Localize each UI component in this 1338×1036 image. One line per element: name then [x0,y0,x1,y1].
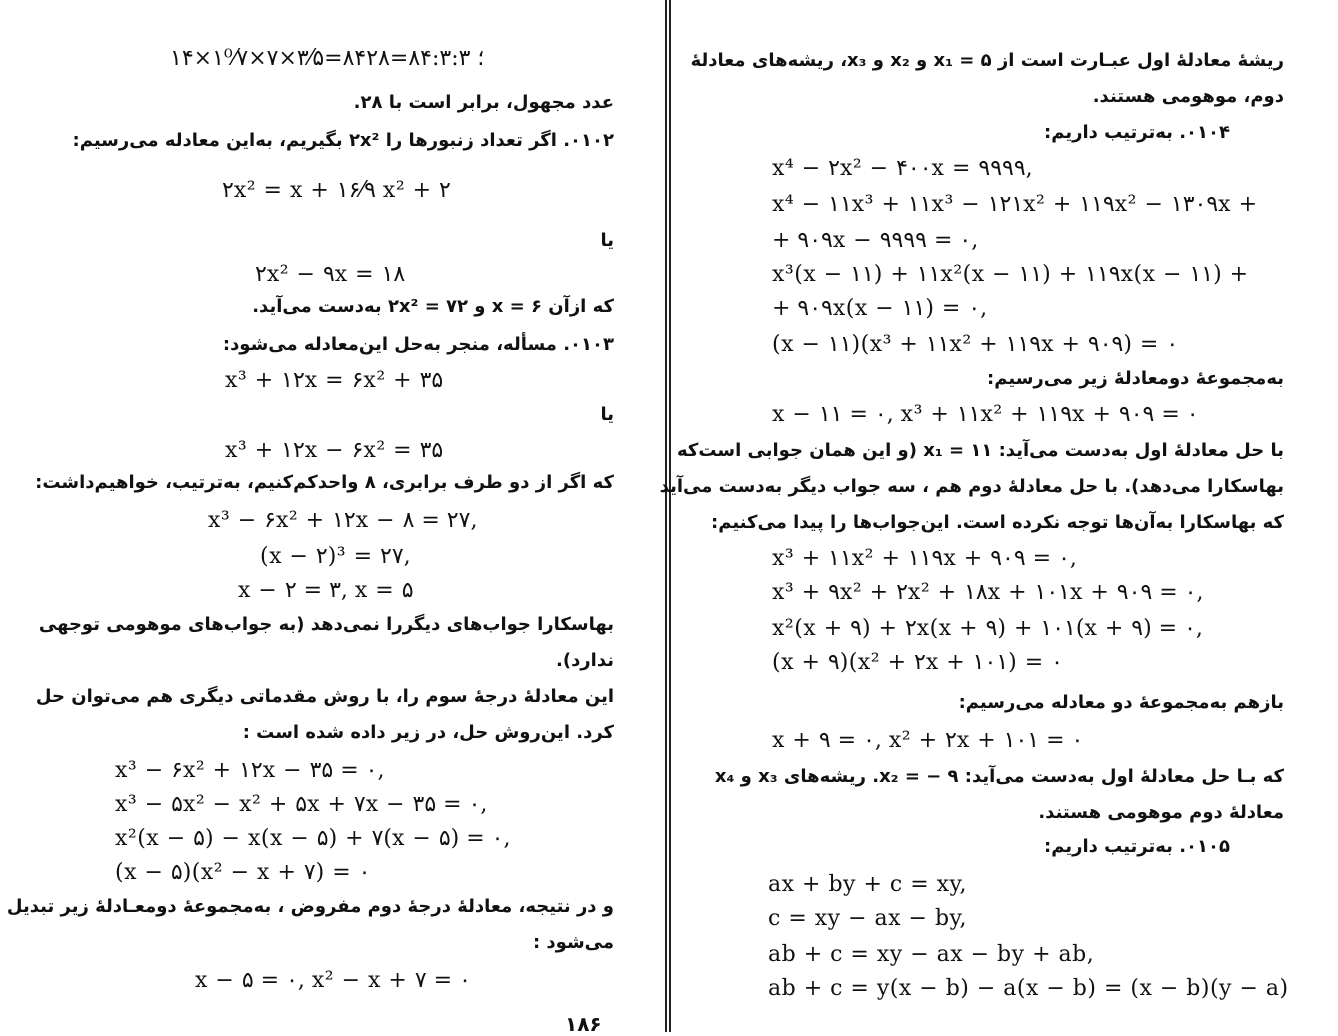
text-line: به‌مجموعهٔ دومعادلهٔ زیر می‌رسیم: [987,368,1284,389]
text-line: با حل معادلهٔ اول به‌دست می‌آید: ۱۱ = x₁ (و این همان جوابی است‌که [676,440,1284,461]
equation-line: (x + ۹)(x² + ۲x + ۱۰۱) = ۰ [772,650,1063,675]
equation-line: (x − ۵)(x² − x + ۷) = ۰ [115,860,371,885]
equation-line: x³ + ۱۱x² + ۱۱۹x + ۹۰۹ = ۰, [772,546,1077,571]
text-line: می‌شود : [532,932,614,953]
equation-line: x − ۱۱ = ۰, x³ + ۱۱x² + ۱۱۹x + ۹۰۹ = ۰ [772,402,1199,427]
equation-line: ۲x² = x + ۱۶⁄۹ x² + ۲ [222,178,451,203]
text-line: یا [600,404,614,425]
equation-line: c = xy − ax − by, [768,906,968,931]
equation-line: x − ۵ = ۰, x² − x + ۷ = ۰ [195,968,471,993]
text-line: که بهاسکارا به‌آن‌ها توجه نکرده است. این‌جواب‌ها را پیدا می‌کنیم: [711,512,1284,533]
equation-line: x + ۹ = ۰, x² + ۲x + ۱۰۱ = ۰ [772,728,1084,753]
equation-line: x⁴ − ۲x² − ۴۰۰x = ۹۹۹۹, [772,156,1033,181]
equation-line: x²(x − ۵) − x(x − ۵) + ۷(x − ۵) = ۰, [115,826,511,851]
text-line: بهاسکارا می‌دهد). با حل معادلهٔ دوم هم ، سه جواب دیگر به‌دست می‌آید [659,476,1284,497]
text-line: ریشهٔ معادلهٔ اول عبـارت است از ۵ = x₁ و x₂ و x₃، ریشه‌های معادلهٔ [690,50,1284,71]
equation-line: x³ − ۶x² + ۱۲x − ۳۵ = ۰, [115,758,385,783]
problem-102-heading: ۰۱۰۲. اگر تعداد زنبورها را ۲x² بگیریم، به‌این معادله می‌رسیم: [72,130,614,151]
equation-line: ab + c = xy − ax − by + ab, [768,942,1095,967]
equation-line: ax + by + c = xy, [768,872,968,897]
problem-105-heading: ۰۱۰۵. به‌ترتیب داریم: [1044,836,1230,857]
text-line: یا [600,230,614,251]
text-line: دوم، موهومی هستند. [1092,86,1284,107]
equation-line: x⁴ − ۱۱x³ + ۱۱x³ − ۱۲۱x² + ۱۱۹x² − ۱۳۰۹x + [772,192,1258,217]
equation-line: x³ − ۵x² − x² + ۵x + ۷x − ۳۵ = ۰, [115,792,488,817]
equation-line: x³ + ۱۲x − ۶x² = ۳۵ [225,438,444,463]
text-line: ندارد). [556,650,614,671]
equation-line: x − ۲ = ۳, x = ۵ [238,578,414,603]
problem-103-heading: ۰۱۰۳. مسأله، منجر به‌حل این‌معادله می‌شود: [222,334,614,355]
equation-line: ۲x² − ۹x = ۱۸ [255,262,406,287]
problem-104-heading: ۰۱۰۴. به‌ترتیب داریم: [1044,122,1230,143]
text-line: که اگر از دو طرف برابری، ۸ واحدکم‌کنیم، به‌ترتیب، خواهیم‌داشت: [35,472,614,493]
equation-line: x³ − ۶x² + ۱۲x − ۸ = ۲۷, [208,508,478,533]
equation-line: ۱۴×۱⁰⁄۷×۷×۳⁄۵=۸۴؛ ۸۴:۳:۳=۲۸ [170,46,485,71]
page-number: ۱۸۶ [565,1012,602,1036]
text-line: عدد مجهول، برابر است با ۲۸. [353,92,614,113]
equation-line: x³ + ۱۲x = ۶x² + ۳۵ [225,368,444,393]
equation-line: (x − ۱۱)(x³ + ۱۱x² + ۱۱۹x + ۹۰۹) = ۰ [772,332,1179,357]
equation-line: ab + c = y(x − b) − a(x − b) = (x − b)(y − a) [768,976,1289,1001]
left-page [0,0,666,1036]
equation-line: + ۹۰۹x − ۹۹۹۹ = ۰, [772,228,979,253]
equation-line: x²(x + ۹) + ۲x(x + ۹) + ۱۰۱(x + ۹) = ۰, [772,616,1203,641]
right-page [659,0,1338,1032]
text-line: و در نتیجه، معادلهٔ درجهٔ دوم مفروض ، به‌مجموعهٔ دومعـادلهٔ زیر تبدیل [6,896,614,917]
text-line: بهاسکارا جواب‌های دیگررا نمی‌دهد (به جواب‌های موهومی توجهی [38,614,614,635]
text-line: بازهم به‌مجموعهٔ دو معادله می‌رسیم: [958,692,1284,713]
text-line: که بـا حل معادلهٔ اول به‌دست می‌آید: ۹ − = x₂. ریشه‌های x₃ و x₄ [714,766,1284,787]
equation-line: x³(x − ۱۱) + ۱۱x²(x − ۱۱) + ۱۱۹x(x − ۱۱) + [772,262,1249,287]
text-line: معادلهٔ دوم موهومی هستند. [1038,802,1284,823]
equation-line: x³ + ۹x² + ۲x² + ۱۸x + ۱۰۱x + ۹۰۹ = ۰, [772,580,1204,605]
text-line: کرد. این‌روش حل، در زیر داده شده است : [242,722,614,743]
page-gutter [665,0,671,1032]
text-line: که ازآن ۶ = x و ۷۲ = ۲x² به‌دست می‌آید. [252,296,614,317]
equation-line: + ۹۰۹x(x − ۱۱) = ۰, [772,296,988,321]
text-line: این معادلهٔ درجهٔ سوم را، با روش مقدماتی دیگری هم می‌توان حل [35,686,614,707]
equation-line: (x − ۲)³ = ۲۷, [260,544,411,569]
